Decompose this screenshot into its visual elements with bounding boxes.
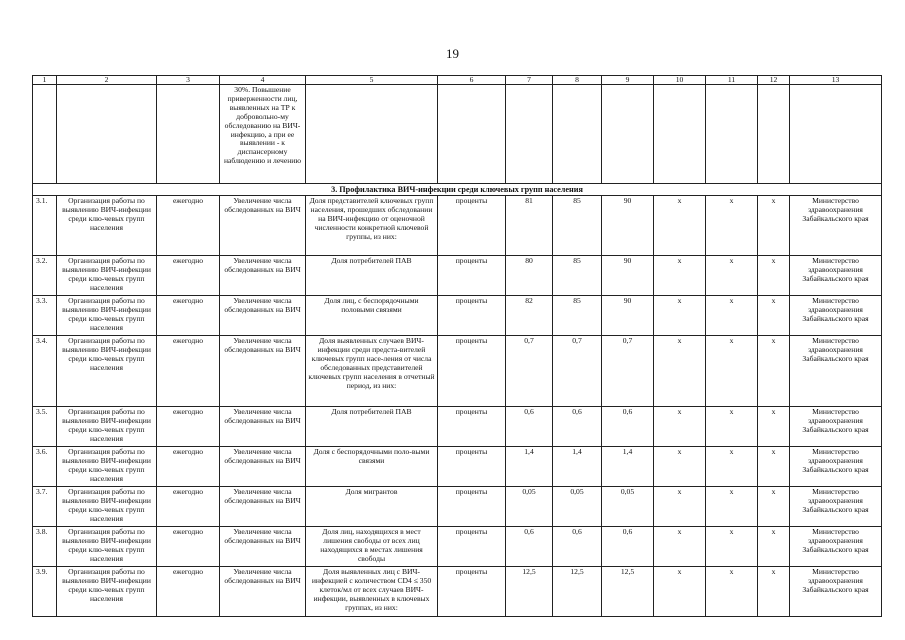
unit-cell: проценты (438, 527, 506, 567)
value-2021: 0,6 (602, 527, 654, 567)
value-2019: 0,7 (506, 336, 553, 407)
program-table (32, 75, 882, 617)
header-cell: 12 (758, 76, 790, 85)
unit-cell: проценты (438, 567, 506, 617)
table-row (33, 487, 882, 527)
activity-cell: Организация работы по выявлению ВИЧ-инфекции среди клю-чевых групп населения (57, 487, 157, 527)
row-number: 3.7. (33, 487, 57, 527)
continuation-result-cell: 30%. Повышение приверженности лиц, выявленных на ТР к добровольно-му обследованию на ВИЧ-инфекцию, а при ее выявлении - к диспансерному наблюдению и лечению (220, 85, 306, 184)
table-row (33, 296, 882, 336)
indicator-cell: Доля выявленных случаев ВИЧ-инфекции среди предста-вителей ключевых групп насе-ления от числа обследованных представителей ключевых групп населения в отчетный период, из них: (306, 336, 438, 407)
unit-cell: проценты (438, 447, 506, 487)
unit-cell: проценты (438, 256, 506, 296)
header-cell: 11 (706, 76, 758, 85)
header-cell: 4 (220, 76, 306, 85)
page-number: 19 (446, 46, 459, 61)
executor-cell: Министерство здравоохранения Забайкальского края (790, 407, 882, 447)
value-2021: 0,05 (602, 487, 654, 527)
row-number: 3.3. (33, 296, 57, 336)
row-number: 3.6. (33, 447, 57, 487)
indicator-cell: Доля представителей ключевых групп населения, прошедших обследовании на ВИЧ-инфекцию от оценочной численности конкретной ключевой группы, из них: (306, 196, 438, 256)
header-row (33, 76, 882, 85)
value-2021: 90 (602, 256, 654, 296)
value-col10: х (654, 296, 706, 336)
value-2019: 1,4 (506, 447, 553, 487)
value-col10: х (654, 336, 706, 407)
value-col12: х (758, 527, 790, 567)
value-col10: х (654, 567, 706, 617)
value-col12: х (758, 447, 790, 487)
unit-cell: проценты (438, 296, 506, 336)
header-cell: 3 (157, 76, 220, 85)
table-row (33, 447, 882, 487)
activity-cell: Организация работы по выявлению ВИЧ-инфекции среди клю-чевых групп населения (57, 527, 157, 567)
result-cell: Увеличение числа обследованных на ВИЧ (220, 487, 306, 527)
activity-cell: Организация работы по выявлению ВИЧ-инфекции среди клю-чевых групп населения (57, 567, 157, 617)
indicator-cell: Доля с беспорядочными поло-выми связями (306, 447, 438, 487)
value-col11: х (706, 487, 758, 527)
section-row (33, 184, 882, 196)
value-col10: х (654, 487, 706, 527)
activity-cell: Организация работы по выявлению ВИЧ-инфекции среди клю-чевых групп населения (57, 407, 157, 447)
activity-cell: Организация работы по выявлению ВИЧ-инфекции среди клю-чевых групп населения (57, 447, 157, 487)
value-2019: 81 (506, 196, 553, 256)
result-cell: Увеличение числа обследованных на ВИЧ (220, 407, 306, 447)
value-2019: 0,6 (506, 527, 553, 567)
value-col12: х (758, 196, 790, 256)
executor-cell: Министерство здравоохранения Забайкальского края (790, 296, 882, 336)
continuation-row (33, 85, 882, 184)
header-cell: 10 (654, 76, 706, 85)
value-col11: х (706, 256, 758, 296)
value-2020: 85 (553, 296, 602, 336)
unit-cell: проценты (438, 407, 506, 447)
value-2019: 82 (506, 296, 553, 336)
value-col11: х (706, 527, 758, 567)
value-2019: 0,05 (506, 487, 553, 527)
executor-cell: Министерство здравоохранения Забайкальского края (790, 256, 882, 296)
table-body (33, 196, 882, 617)
indicator-cell: Доля лиц, находящихся в мест лишения свободы от всех лиц находящихся в местах лишения свободы (306, 527, 438, 567)
value-col12: х (758, 336, 790, 407)
executor-cell: Министерство здравоохранения Забайкальского края (790, 527, 882, 567)
period-cell: ежегодно (157, 567, 220, 617)
period-cell: ежегодно (157, 296, 220, 336)
value-2020: 85 (553, 196, 602, 256)
value-2020: 0,6 (553, 407, 602, 447)
section-title: 3. Профилактика ВИЧ-инфекции среди ключевых групп населения (33, 184, 882, 196)
activity-cell: Организация работы по выявлению ВИЧ-инфекции среди клю-чевых групп населения (57, 256, 157, 296)
row-number: 3.1. (33, 196, 57, 256)
period-cell: ежегодно (157, 527, 220, 567)
value-2020: 0,6 (553, 527, 602, 567)
result-cell: Увеличение числа обследованных на ВИЧ (220, 196, 306, 256)
value-col11: х (706, 447, 758, 487)
value-2020: 0,05 (553, 487, 602, 527)
activity-cell: Организация работы по выявлению ВИЧ-инфекции среди клю-чевых групп населения (57, 196, 157, 256)
unit-cell: проценты (438, 487, 506, 527)
unit-cell: проценты (438, 336, 506, 407)
result-cell: Увеличение числа обследованных на ВИЧ (220, 567, 306, 617)
indicator-cell: Доля потребителей ПАВ (306, 407, 438, 447)
period-cell: ежегодно (157, 196, 220, 256)
value-2019: 12,5 (506, 567, 553, 617)
value-2020: 0,7 (553, 336, 602, 407)
value-2019: 0,6 (506, 407, 553, 447)
period-cell: ежегодно (157, 487, 220, 527)
value-2020: 1,4 (553, 447, 602, 487)
value-col10: х (654, 527, 706, 567)
value-col11: х (706, 336, 758, 407)
header-cell: 7 (506, 76, 553, 85)
row-number: 3.5. (33, 407, 57, 447)
period-cell: ежегодно (157, 407, 220, 447)
value-col12: х (758, 407, 790, 447)
value-2020: 12,5 (553, 567, 602, 617)
value-col10: х (654, 407, 706, 447)
value-2021: 0,7 (602, 336, 654, 407)
row-number: 3.9. (33, 567, 57, 617)
value-col10: х (654, 196, 706, 256)
value-2021: 90 (602, 296, 654, 336)
value-col10: х (654, 256, 706, 296)
unit-cell: проценты (438, 196, 506, 256)
header-cell: 9 (602, 76, 654, 85)
header-cell: 5 (306, 76, 438, 85)
activity-cell: Организация работы по выявлению ВИЧ-инфекции среди клю-чевых групп населения (57, 296, 157, 336)
activity-cell: Организация работы по выявлению ВИЧ-инфекции среди клю-чевых групп населения (57, 336, 157, 407)
header-cell: 13 (790, 76, 882, 85)
indicator-cell: Доля потребителей ПАВ (306, 256, 438, 296)
row-number: 3.4. (33, 336, 57, 407)
table-row (33, 196, 882, 256)
period-cell: ежегодно (157, 336, 220, 407)
executor-cell: Министерство здравоохранения Забайкальского края (790, 567, 882, 617)
value-col10: х (654, 447, 706, 487)
indicator-cell: Доля лиц, с беспорядочными половыми связями (306, 296, 438, 336)
header-cell: 1 (33, 76, 57, 85)
value-col12: х (758, 296, 790, 336)
result-cell: Увеличение числа обследованных на ВИЧ (220, 296, 306, 336)
indicator-cell: Доля мигрантов (306, 487, 438, 527)
table-row (33, 256, 882, 296)
value-col12: х (758, 487, 790, 527)
value-col11: х (706, 407, 758, 447)
executor-cell: Министерство здравоохранения Забайкальского края (790, 447, 882, 487)
table-row (33, 567, 882, 617)
period-cell: ежегодно (157, 447, 220, 487)
executor-cell: Министерство здравоохранения Забайкальского края (790, 487, 882, 527)
period-cell: ежегодно (157, 256, 220, 296)
table-row (33, 336, 882, 407)
value-2021: 1,4 (602, 447, 654, 487)
value-2021: 90 (602, 196, 654, 256)
header-cell: 6 (438, 76, 506, 85)
value-col11: х (706, 196, 758, 256)
value-col11: х (706, 567, 758, 617)
value-2021: 12,5 (602, 567, 654, 617)
value-2020: 85 (553, 256, 602, 296)
executor-cell: Министерство здравоохранения Забайкальского края (790, 336, 882, 407)
value-col11: х (706, 296, 758, 336)
value-col12: х (758, 567, 790, 617)
executor-cell: Министерство здравоохранения Забайкальского края (790, 196, 882, 256)
result-cell: Увеличение числа обследованных на ВИЧ (220, 447, 306, 487)
result-cell: Увеличение числа обследованных на ВИЧ (220, 527, 306, 567)
table-row (33, 527, 882, 567)
header-cell: 8 (553, 76, 602, 85)
row-number: 3.8. (33, 527, 57, 567)
result-cell: Увеличение числа обследованных на ВИЧ (220, 256, 306, 296)
result-cell: Увеличение числа обследованных на ВИЧ (220, 336, 306, 407)
indicator-cell: Доля выявленных лиц с ВИЧ-инфекцией с количеством CD4 ≤ 350 клеток/мл от всех случаев ВИЧ-инфекции, выявленных в ключевых группах, из них: (306, 567, 438, 617)
value-2021: 0,6 (602, 407, 654, 447)
value-2019: 80 (506, 256, 553, 296)
value-col12: х (758, 256, 790, 296)
row-number: 3.2. (33, 256, 57, 296)
table-row (33, 407, 882, 447)
header-cell: 2 (57, 76, 157, 85)
